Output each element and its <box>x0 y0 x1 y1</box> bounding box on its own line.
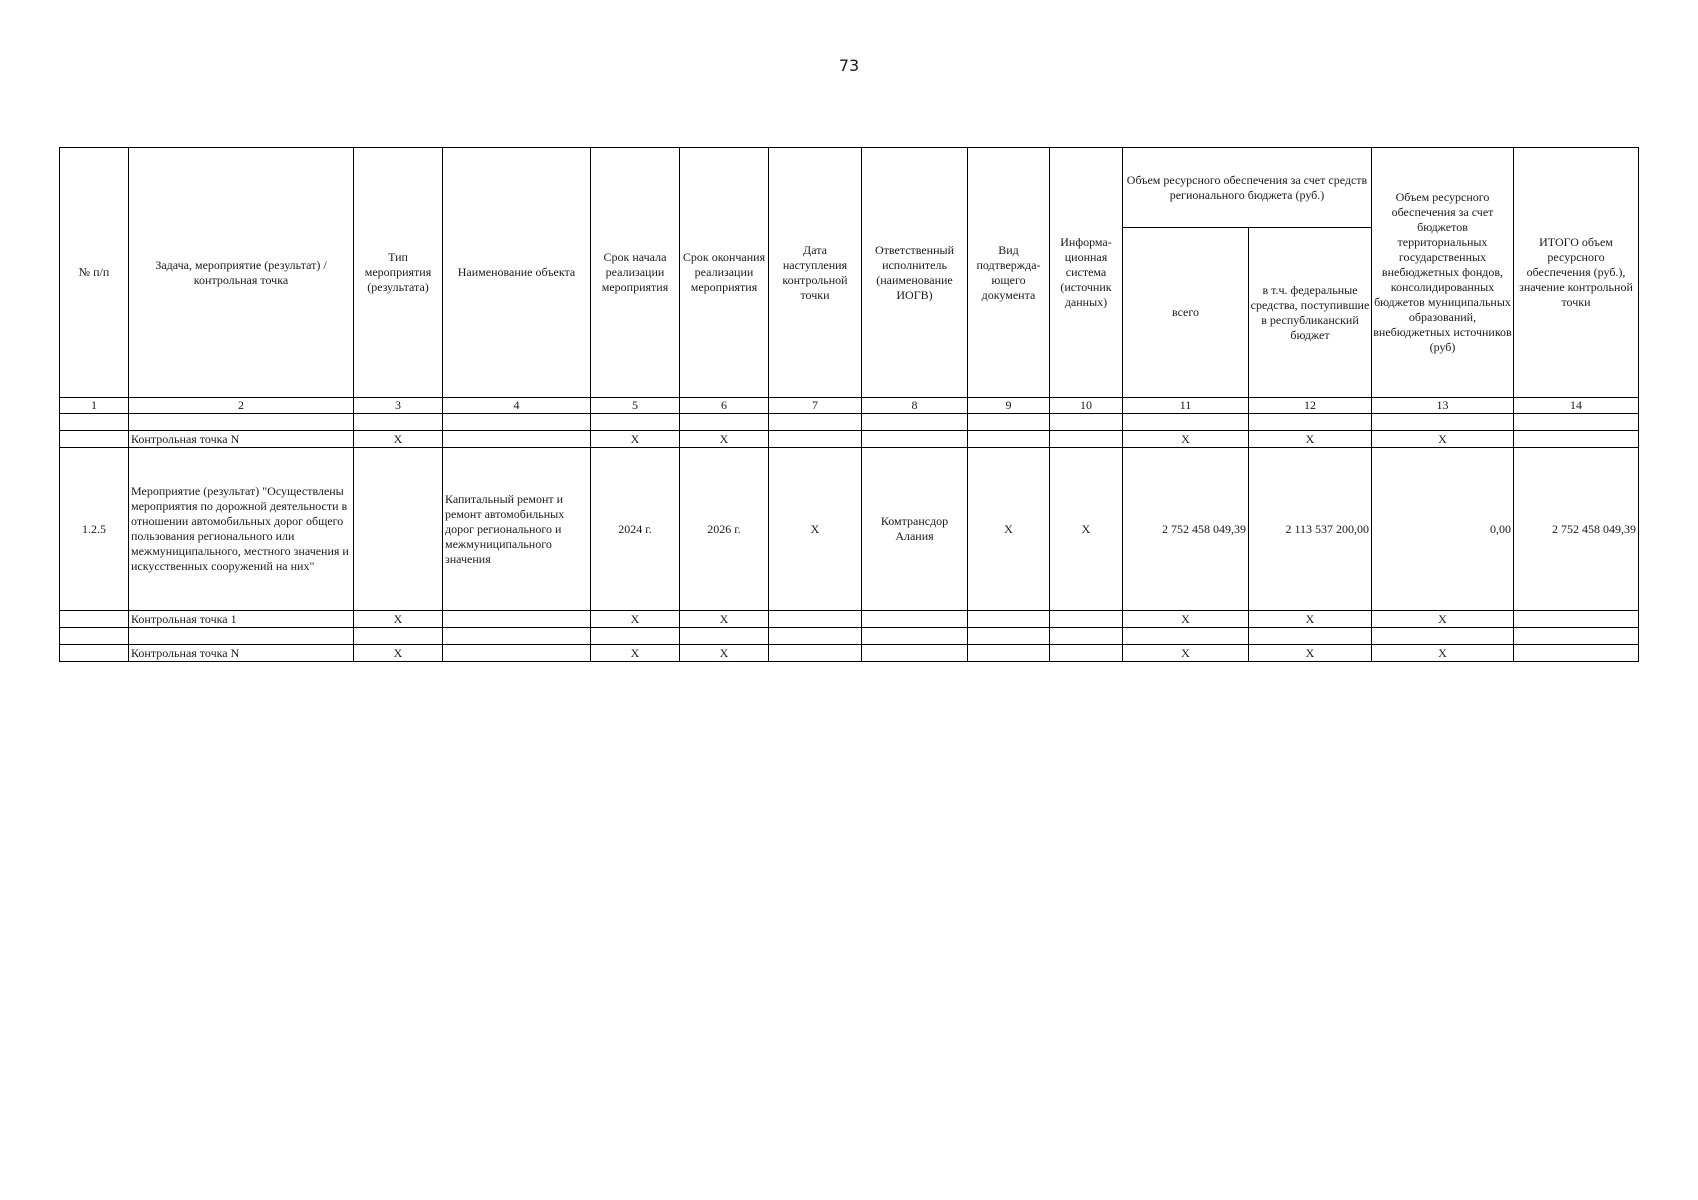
event-federal: 2 113 537 200,00 <box>1249 448 1372 611</box>
start-cell: X <box>591 611 680 628</box>
header-total: всего <box>1123 228 1249 398</box>
resource-table <box>59 147 1639 662</box>
end-cell: X <box>680 431 769 448</box>
column-numbers-row <box>60 398 1639 414</box>
total-cell: X <box>1123 645 1249 662</box>
other-cell: X <box>1372 431 1514 448</box>
event-system: X <box>1050 448 1123 611</box>
col-number: 10 <box>1050 398 1123 414</box>
col-number: 9 <box>968 398 1050 414</box>
col-number: 2 <box>129 398 354 414</box>
type-cell: X <box>354 645 443 662</box>
control-point-name: Контрольная точка N <box>129 431 354 448</box>
col-number: 5 <box>591 398 680 414</box>
col-number: 1 <box>60 398 129 414</box>
federal-cell: X <box>1249 431 1372 448</box>
table-row-control-point <box>60 611 1639 628</box>
type-cell: X <box>354 431 443 448</box>
header-doc: Вид подтвержда-ющего документа <box>968 148 1050 398</box>
control-point-name: Контрольная точка 1 <box>129 611 354 628</box>
col-number: 6 <box>680 398 769 414</box>
event-total: 2 752 458 049,39 <box>1123 448 1249 611</box>
event-end: 2026 г. <box>680 448 769 611</box>
col-number: 3 <box>354 398 443 414</box>
page-number: 73 <box>838 56 860 75</box>
header-type: Тип мероприятия (результата) <box>354 148 443 398</box>
federal-cell: X <box>1249 611 1372 628</box>
table-row-event <box>60 448 1639 611</box>
header-grand-total: ИТОГО объем ресурсного обеспечения (руб.), значение контрольной точки <box>1514 148 1639 398</box>
control-point-name: Контрольная точка N <box>129 645 354 662</box>
col-number: 13 <box>1372 398 1514 414</box>
total-cell: X <box>1123 611 1249 628</box>
header-date: Дата наступления контрольной точки <box>769 148 862 398</box>
empty-row <box>60 628 1639 645</box>
start-cell: X <box>591 645 680 662</box>
header-start: Срок начала реализации мероприятия <box>591 148 680 398</box>
federal-cell: X <box>1249 645 1372 662</box>
header-regional-budget: Объем ресурсного обеспечения за счет средств регионального бюджета (руб.) <box>1123 148 1372 228</box>
start-cell: X <box>591 431 680 448</box>
header-other-funds: Объем ресурсного обеспечения за счет бюджетов территориальных государственных внебюджетных фондов, консолидированных бюджетов муниципальных образований, внебюджетных источников (руб) <box>1372 148 1514 398</box>
col-number: 11 <box>1123 398 1249 414</box>
table-row-control-point <box>60 645 1639 662</box>
header-system: Информа-ционная система (источник данных) <box>1050 148 1123 398</box>
other-cell: X <box>1372 645 1514 662</box>
header-task: Задача, мероприятие (результат) / контрольная точка <box>129 148 354 398</box>
header-executor: Ответственный исполнитель (наименование ИОГВ) <box>862 148 968 398</box>
empty-row <box>60 414 1639 431</box>
event-doc: X <box>968 448 1050 611</box>
event-grand-total: 2 752 458 049,39 <box>1514 448 1639 611</box>
end-cell: X <box>680 611 769 628</box>
event-object: Капитальный ремонт и ремонт автомобильных дорог регионального и межмуниципального значения <box>443 448 591 611</box>
col-number: 7 <box>769 398 862 414</box>
header-federal: в т.ч. федеральные средства, поступившие в республиканский бюджет <box>1249 228 1372 398</box>
col-number: 12 <box>1249 398 1372 414</box>
other-cell: X <box>1372 611 1514 628</box>
event-start: 2024 г. <box>591 448 680 611</box>
header-object: Наименование объекта <box>443 148 591 398</box>
type-cell: X <box>354 611 443 628</box>
col-number: 4 <box>443 398 591 414</box>
col-number: 14 <box>1514 398 1639 414</box>
header-num: № п/п <box>60 148 129 398</box>
event-executor: Комтрансдор Алания <box>862 448 968 611</box>
event-date: X <box>769 448 862 611</box>
event-other: 0,00 <box>1372 448 1514 611</box>
table-row-control-point <box>60 431 1639 448</box>
total-cell: X <box>1123 431 1249 448</box>
header-row-top <box>60 148 1639 228</box>
end-cell: X <box>680 645 769 662</box>
col-number: 8 <box>862 398 968 414</box>
header-end: Срок окончания реализации мероприятия <box>680 148 769 398</box>
event-number: 1.2.5 <box>60 448 129 611</box>
event-name: Мероприятие (результат) "Осуществлены мероприятия по дорожной деятельности в отношении автомобильных дорог общего пользования регионального или межмуниципального, местного значения и искусственных сооружений на них" <box>129 448 354 611</box>
